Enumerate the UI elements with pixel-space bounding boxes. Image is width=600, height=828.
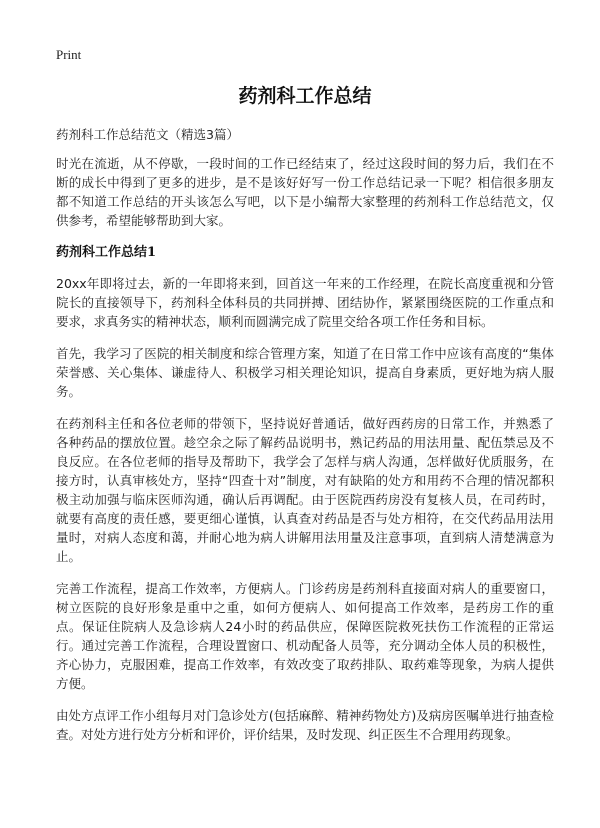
intro-paragraph: 时光在流逝，从不停歇，一段时间的工作已经结束了，经过这段时间的努力后，我们在不断的成长中得到了更多的进步，是不是该好好写一份工作总结记录一下呢？相信很多朋友都不知道工作总结的开头该怎么写吧，以下是小编帮大家整理的药剂科工作总结范文，仅供参考，希望能够帮助到大家。 [56,156,554,228]
body-paragraph: 首先，我学习了医院的相关制度和综合管理方案，知道了在日常工作中应该有高度的“集体荣誉感、关心集体、谦虚待人、积极学习相关理论知识，提高自身素质，更好地为病人服务。 [56,346,554,399]
print-link[interactable]: Print [56,47,82,62]
document-title: 药剂科工作总结 [238,85,372,107]
section-heading: 药剂科工作总结1 [56,245,157,260]
document-subtitle: 药剂科工作总结范文（精选3篇） [56,127,239,142]
body-paragraph: 在药剂科主任和各位老师的带领下，坚持说好普通话，做好西药房的日常工作，并熟悉了各种药品的摆放位置。趁空余之际了解药品说明书，熟记药品的用法用量、配伍禁忌及不良反应。在各位老师的指导及帮助下，我学会了怎样与病人沟通，怎样做好优质服务，在接方时，认真审核处方，坚持“四查十对”制度，对有缺陷的处方和用药不合理的情况都积极主动加强与临床医师沟通，确认后再调配。由于医院西药房没有复核人员，在司药时，就要有高度的责任感，要更细心谨慎，认真查对药品是否与处方相符，在交代药品用法用量时，对病人态度和蔼，并耐心地为病人讲解用法用量及注意事项，直到病人清楚满意为止。 [56,416,554,564]
body-paragraph: 20xx年即将过去，新的一年即将来到，回首这一年来的工作经理，在院长高度重视和分管院长的直接领导下，药剂科全体科员的共同拼搏、团结协作，紧紧围绕医院的工作重点和要求，求真务实的精神状态，顺利而圆满完成了院里交给各项工作任务和目标。 [56,276,554,329]
body-paragraph: 由处方点评工作小组每月对门急诊处方(包括麻醉、精神药物处方)及病房医嘱单进行抽查检查。对处方进行处方分析和评价，评价结果，及时发现、纠正医生不合理用药现象。 [56,708,554,742]
body-paragraph: 完善工作流程，提高工作效率，方便病人。门诊药房是药剂科直接面对病人的重要窗口，树立医院的良好形象是重中之重，如何方便病人、如何提高工作效率，是药房工作的重点。保证住院病人及急诊病人24小时的药品供应，保障医院救死扶伤工作流程的正常运行。通过完善工作流程，合理设置窗口、机动配备人员等，充分调动全体人员的积极性，齐心协力，克服困难，提高工作效率，有效改变了取药排队、取药难等现象，为病人提供方便。 [56,581,554,691]
